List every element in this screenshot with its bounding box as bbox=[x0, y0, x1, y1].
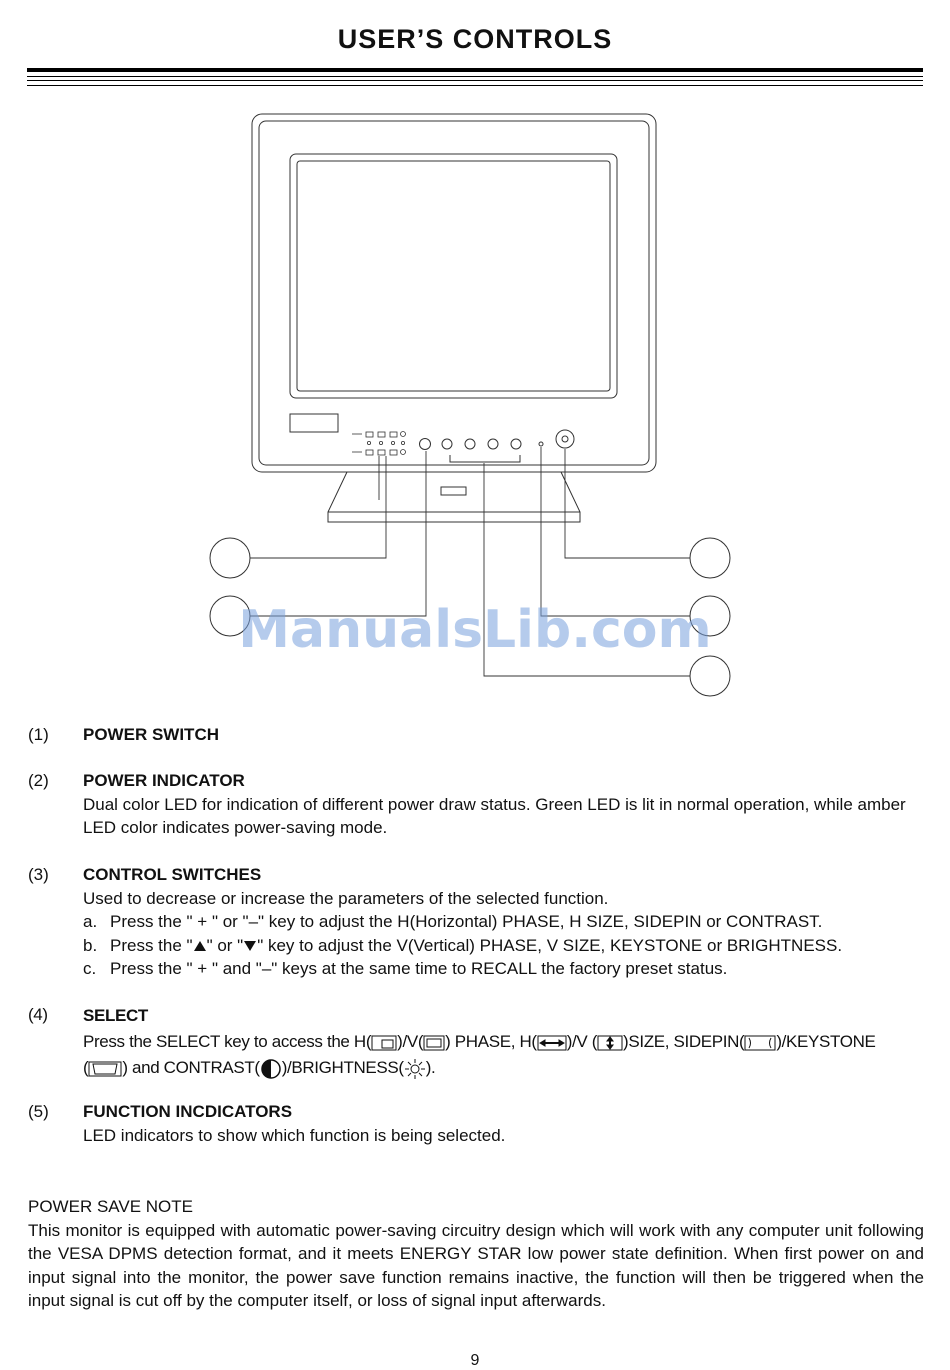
item-number: (3) bbox=[28, 865, 49, 884]
sub-text: Press the " + " and "–" keys at the same time to RECALL the factory preset status. bbox=[110, 959, 728, 978]
power-switch bbox=[556, 430, 574, 448]
item-number: (4) bbox=[28, 1005, 48, 1024]
item-number: (2) bbox=[28, 771, 49, 790]
item-control-switches bbox=[28, 863, 928, 981]
select-line-2: ( ) and CONTRAST( )/BRIGHTNESS( ). bbox=[83, 1055, 928, 1081]
title-rule-thick bbox=[27, 68, 923, 72]
v-size-icon bbox=[597, 1035, 623, 1051]
select-line-1: Press the SELECT key to access the H( )/V( ) PHASE, H( )/V ( )SIZE, SIDEPIN( )/KEYSTONE bbox=[83, 1032, 876, 1051]
sub-label: c. bbox=[83, 959, 97, 978]
monitor-bezel-inner bbox=[259, 121, 649, 465]
contrast-icon bbox=[260, 1058, 282, 1080]
item-power-switch bbox=[28, 723, 928, 747]
v-phase-icon bbox=[423, 1035, 445, 1051]
item-text: Used to decrease or increase the parameters of the selected function. bbox=[83, 888, 609, 908]
title-rule-thin-3 bbox=[27, 85, 923, 86]
brightness-icon bbox=[404, 1058, 426, 1080]
sub-item-b bbox=[83, 934, 928, 958]
sub-text: Press the " + " or "–" key to adjust the H(Horizontal) PHASE, H SIZE, SIDEPIN or CONTRAST. bbox=[110, 912, 823, 931]
note-heading: POWER SAVE NOTE bbox=[28, 1197, 193, 1216]
monitor-screen-inner bbox=[297, 161, 610, 391]
sub-item-c bbox=[83, 957, 928, 981]
title-rule-thin-1 bbox=[27, 76, 923, 77]
select-button bbox=[420, 439, 431, 450]
control-switches bbox=[442, 439, 521, 462]
item-heading: FUNCTION INCDICATORS bbox=[83, 1102, 293, 1121]
callout-circle-left-top bbox=[210, 538, 250, 578]
monitor-screen bbox=[290, 154, 617, 398]
item-heading: CONTROL SWITCHES bbox=[83, 865, 262, 884]
item-function-indicators bbox=[28, 1100, 928, 1147]
sub-label: b. bbox=[83, 935, 98, 955]
item-number: (5) bbox=[28, 1102, 49, 1121]
page-number: 9 bbox=[470, 1352, 480, 1369]
sub-text-post: " key to adjust the V(Vertical) PHASE, V SIZE, KEYSTONE or BRIGHTNESS. bbox=[257, 935, 843, 955]
power-indicator bbox=[539, 442, 543, 446]
note-text: This monitor is equipped with automatic power-saving circuitry design which will work with any computer unit following the VESA DPMS detection format, and it meets ENERGY STAR low power state definition. When first power on and input signal into the monitor, the power save function remains inactive, the function will then be triggered when the input signal is cut off by the computer itself, or loss of signal input afterwards. bbox=[28, 1220, 924, 1310]
item-heading: POWER SWITCH bbox=[83, 725, 219, 744]
h-phase-icon bbox=[371, 1035, 397, 1051]
function-indicators bbox=[352, 432, 406, 456]
item-heading: POWER INDICATOR bbox=[83, 771, 245, 790]
keystone-icon bbox=[88, 1061, 122, 1077]
page-title: USER’S CONTROLS bbox=[337, 24, 613, 54]
item-number: (1) bbox=[28, 725, 49, 744]
sub-item-a bbox=[83, 910, 928, 934]
monitor-bezel bbox=[252, 114, 656, 472]
stand-slot bbox=[441, 487, 466, 495]
watermark: ManualsLib.com bbox=[238, 600, 712, 660]
item-select bbox=[28, 1003, 928, 1081]
callout-circle-right-3 bbox=[690, 656, 730, 696]
item-text: Dual color LED for indication of different power draw status. Green LED is lit in normal operation, while amber LED color indicates power-saving mode. bbox=[83, 794, 906, 837]
callout-circle-right-1 bbox=[690, 538, 730, 578]
sub-label: a. bbox=[83, 912, 98, 931]
power-save-note bbox=[28, 1195, 924, 1313]
item-power-indicator bbox=[28, 769, 928, 840]
h-size-icon bbox=[537, 1035, 567, 1051]
title-rule-thin-2 bbox=[27, 80, 923, 81]
triangle-down-icon bbox=[243, 940, 257, 952]
sidepin-icon bbox=[744, 1035, 776, 1051]
brand-badge bbox=[290, 414, 338, 432]
item-heading: SELECT bbox=[83, 1006, 148, 1025]
sub-text-mid: " or " bbox=[206, 935, 244, 955]
monitor-stand bbox=[328, 472, 580, 522]
sub-text-pre: Press the " bbox=[110, 935, 193, 955]
triangle-up-icon bbox=[193, 940, 207, 952]
item-text: LED indicators to show which function is being selected. bbox=[83, 1125, 506, 1145]
